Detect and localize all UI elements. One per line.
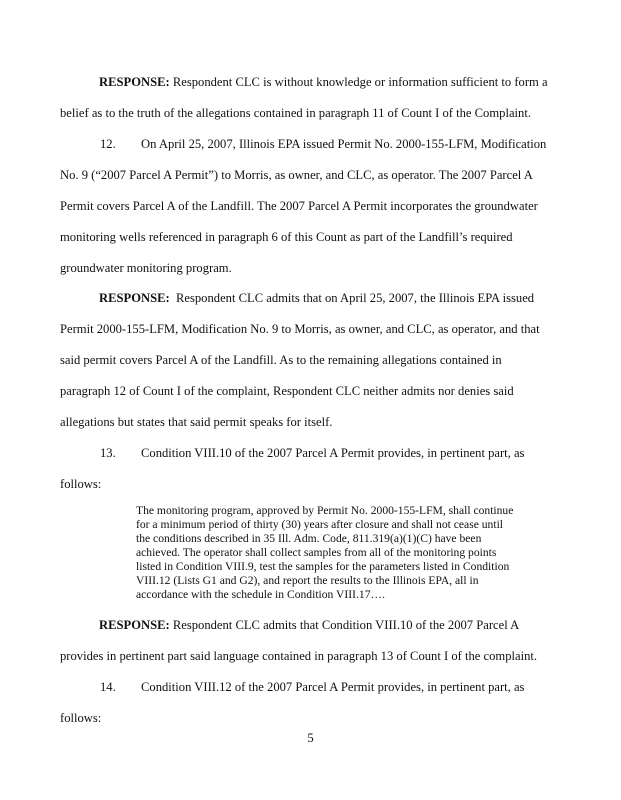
response-12-line-2: Permit 2000-155-LFM, Modification No. 9 to Morris, as owner, and CLC, as operator, and that <box>60 322 540 336</box>
quote-line-7: accordance with the schedule in Condition VIII.17…. <box>136 588 385 601</box>
paragraph-12-line-5: groundwater monitoring program. <box>60 261 232 275</box>
response-12-line-3: said permit covers Parcel A of the Landfill. As to the remaining allegations contained in <box>60 353 502 367</box>
quote-line-2: for a minimum period of thirty (30) years after closure and shall not cease until <box>136 518 504 531</box>
page-number: 5 <box>307 731 314 745</box>
response-12-line-4: paragraph 12 of Count I of the complaint, Respondent CLC neither admits nor denies said <box>60 384 514 398</box>
quote-line-4: achieved. The operator shall collect samples from all of the monitoring points <box>136 546 497 559</box>
paragraph-13-number: 13. <box>100 446 116 460</box>
paragraph-12-line-3: Permit covers Parcel A of the Landfill. The 2007 Parcel A Permit incorporates the groundwater <box>60 199 538 213</box>
response-13-line-1: RESPONSE: Respondent CLC admits that Condition VIII.10 of the 2007 Parcel A <box>99 618 520 632</box>
response-label: RESPONSE: <box>99 618 170 632</box>
quote-line-1: The monitoring program, approved by Permit No. 2000-155-LFM, shall continue <box>136 504 514 517</box>
paragraph-14-line-1: Condition VIII.12 of the 2007 Parcel A Permit provides, in pertinent part, as <box>141 680 525 694</box>
paragraph-12-number: 12. <box>100 137 116 151</box>
quote-line-5: listed in Condition VIII.9, test the samples for the parameters listed in Condition <box>136 560 510 573</box>
response-11-line-2: belief as to the truth of the allegations contained in paragraph 11 of Count I of the Complaint. <box>60 106 531 120</box>
paragraph-12-line-2: No. 9 (“2007 Parcel A Permit”) to Morris, as owner, and CLC, as operator. The 2007 Parcel A <box>60 168 533 182</box>
response-label: RESPONSE: <box>99 75 170 89</box>
response-13-line-2: provides in pertinent part said language contained in paragraph 13 of Count I of the complaint. <box>60 649 538 663</box>
response-12-line-5: allegations but states that said permit speaks for itself. <box>60 415 333 429</box>
quote-line-6: VIII.12 (Lists G1 and G2), and report the results to the Illinois EPA, all in <box>136 574 479 587</box>
response-11-line-1: RESPONSE: Respondent CLC is without knowledge or information sufficient to form a <box>99 75 548 89</box>
paragraph-14-number: 14. <box>100 680 116 694</box>
paragraph-12-line-4: monitoring wells referenced in paragraph 6 of this Count as part of the Landfill’s required <box>60 230 513 244</box>
paragraph-14-line-2: follows: <box>60 711 102 725</box>
paragraph-12-line-1: On April 25, 2007, Illinois EPA issued Permit No. 2000-155-LFM, Modification <box>141 137 547 151</box>
quote-line-3: the conditions described in 35 Ill. Adm. Code, 811.319(a)(1)(C) have been <box>136 532 482 545</box>
paragraph-13-line-2: follows: <box>60 477 102 491</box>
paragraph-13-line-1: Condition VIII.10 of the 2007 Parcel A Permit provides, in pertinent part, as <box>141 446 525 460</box>
response-label: RESPONSE: <box>99 291 170 305</box>
response-12-line-1: RESPONSE: Respondent CLC admits that on April 25, 2007, the Illinois EPA issued <box>99 291 535 305</box>
